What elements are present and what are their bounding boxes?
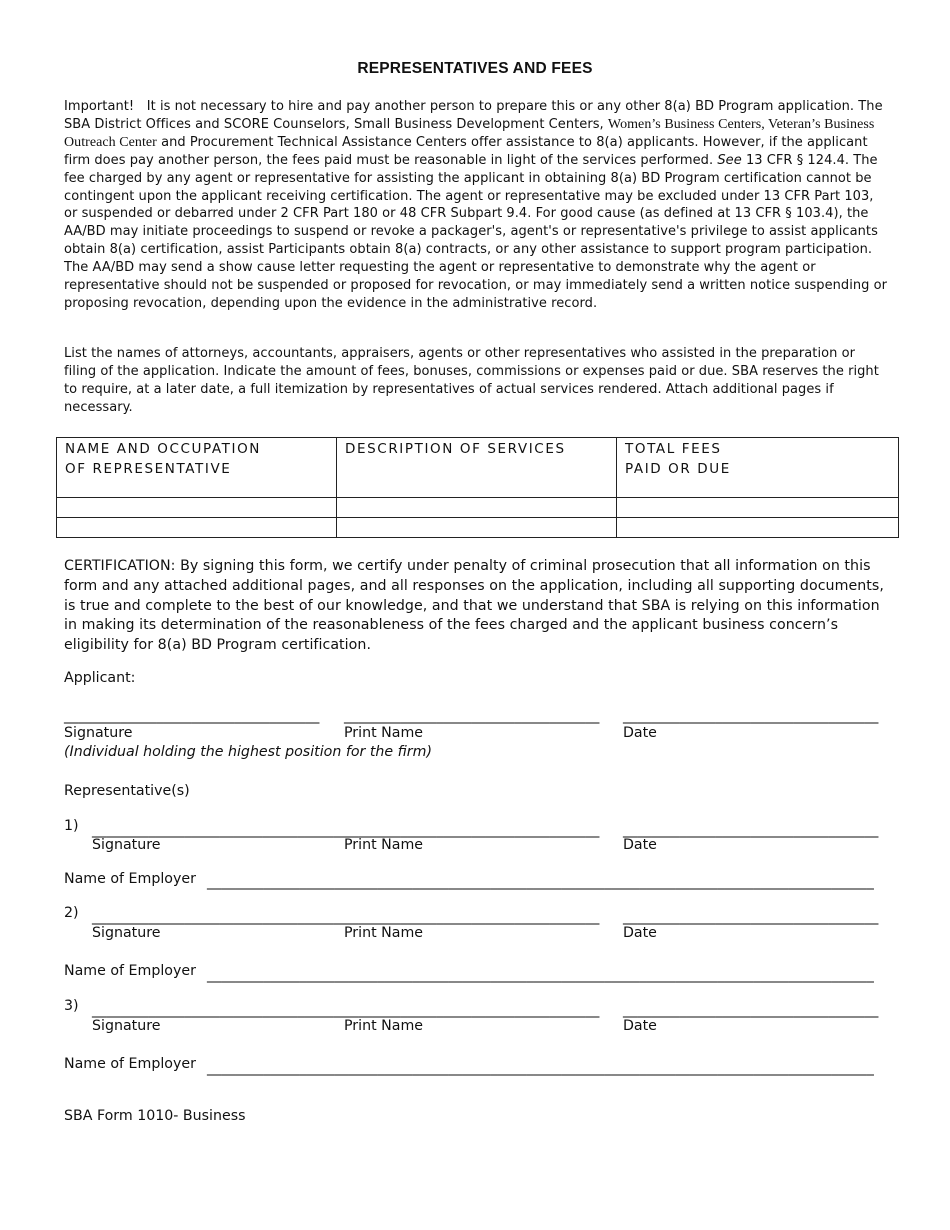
important-label: Important!: [64, 99, 135, 114]
rep-2-employer-line[interactable]: ______________________________________________________________________________________________: [207, 967, 874, 983]
applicant-date-line[interactable]: ____________________________________: [623, 708, 879, 724]
rep-1-date-label: Date: [623, 837, 657, 853]
rep-3-print-name-line[interactable]: ____________________________________: [344, 1002, 600, 1018]
applicant-signature-line[interactable]: ____________________________________: [64, 708, 320, 724]
table-row: [57, 518, 899, 538]
rep-1-signature-line[interactable]: ____________________________________: [92, 822, 348, 838]
applicant-note: (Individual holding the highest position for the firm): [64, 744, 432, 760]
rep-3-employer-label: Name of Employer: [64, 1056, 196, 1072]
fees-table-header: [57, 438, 899, 498]
col-header-fees: TOTAL FEES PAID OR DUE: [617, 438, 899, 498]
intro-text-b: and Procurement Technical Assistance Centers offer assistance to 8(a) applicants. However, if the applicant firm does pay another person, the fees paid must be reasonable in light of the services performed.: [64, 134, 868, 168]
rep-2-date-line[interactable]: ____________________________________: [623, 909, 879, 925]
fees-cell[interactable]: [617, 498, 899, 518]
description-cell[interactable]: [337, 518, 617, 538]
rep-2-signature-line[interactable]: ____________________________________: [92, 909, 348, 925]
rep-1-date-line[interactable]: ____________________________________: [623, 822, 879, 838]
rep-3-print-name-label: Print Name: [344, 1018, 424, 1034]
intro-text-serif: Women’s Business Centers, Veteran’s Business Outreach Center: [64, 116, 875, 150]
applicant-print-name-line[interactable]: ____________________________________: [344, 708, 600, 724]
rep-1-employer-label: Name of Employer: [64, 871, 196, 887]
applicant-label: Applicant:: [64, 670, 136, 686]
rep-2-number: 2): [64, 905, 79, 921]
rep-3-number: 3): [64, 998, 79, 1014]
rep-3-date-line[interactable]: ____________________________________: [623, 1002, 879, 1018]
rep-2-employer-label: Name of Employer: [64, 963, 196, 979]
name-cell[interactable]: [57, 518, 337, 538]
rep-3-signature-label: Signature: [92, 1018, 161, 1034]
form-identifier: SBA Form 1010- Business: [64, 1108, 246, 1124]
rep-1-number: 1): [64, 818, 79, 834]
intro-paragraph: [64, 98, 890, 313]
applicant-date-label: Date: [623, 725, 657, 741]
applicant-signature-label: Signature: [64, 725, 133, 741]
intro-text-a: It is not necessary to hire and pay another person to prepare this or any other 8(a) BD Program application. The SBA District Offices and SCORE Counselors, Small Business Development Centers,: [64, 99, 883, 132]
representatives-label: Representative(s): [64, 783, 190, 799]
fees-cell[interactable]: [617, 518, 899, 538]
rep-3-date-label: Date: [623, 1018, 657, 1034]
name-cell[interactable]: [57, 498, 337, 518]
rep-2-signature-label: Signature: [92, 925, 161, 941]
col-header-name: NAME AND OCCUPATION OF REPRESENTATIVE: [57, 438, 337, 498]
intro-see: See: [717, 152, 742, 168]
rep-2-print-name-line[interactable]: ____________________________________: [344, 909, 600, 925]
rep-1-employer-line[interactable]: ______________________________________________________________________________________________: [207, 874, 874, 890]
rep-3-employer-line[interactable]: ______________________________________________________________________________________________: [207, 1060, 874, 1076]
list-instructions: List the names of attorneys, accountants, appraisers, agents or other representatives who assisted in the preparation or filing of the application. Indicate the amount of fees, bonuses, commissions or expenses paid or due. SBA reserves the right to require, at a later date, a full itemization by representatives of actual services rendered. Attach additional pages if necessary.: [64, 346, 879, 415]
table-row: [57, 498, 899, 518]
rep-1-print-name-line[interactable]: ____________________________________: [344, 822, 600, 838]
applicant-print-name-label: Print Name: [344, 725, 424, 741]
fees-table: [56, 437, 899, 538]
intro-text-c: 13 CFR § 124.4. The fee charged by any agent or representative for assisting the applicant in obtaining 8(a) BD Program certification cannot be contingent upon the applicant receiving certification. The agent or representative may be excluded under 13 CFR Part 103, or suspended or debarred under 2 CFR Part 180 or 48 CFR Subpart 9.4. For good cause (as defined at 13 CFR § 103.4), the AA/BD may initiate proceedings to suspend or revoke a packager's, agent's or representative's privilege to assist applicants obtain 8(a) certification, assist Participants obtain 8(a) contracts, or any other assistance to support program participation. The AA/BD may send a show cause letter requesting the agent or representative to demonstrate why the agent or representative should not be suspended or proposed for revocation, or may immediately send a written notice suspending or proposing revocation, depending upon the evidence in the administrative record.: [64, 152, 888, 311]
certification-statement: CERTIFICATION: By signing this form, we certify under penalty of criminal prosecution that all information on this form and any attached additional pages, and all responses on the application, including all supporting documents, is true and complete to the best of our knowledge, and that we understand that SBA is relying on this information in making its determination of the reasonableness of the fees charged and the applicant business concern’s eligibility for 8(a) BD Program certification.: [64, 558, 884, 654]
description-cell[interactable]: [337, 498, 617, 518]
page-title: REPRESENTATIVES AND FEES: [357, 60, 593, 77]
rep-1-print-name-label: Print Name: [344, 837, 424, 853]
col-header-description: DESCRIPTION OF SERVICES: [337, 438, 617, 498]
rep-2-print-name-label: Print Name: [344, 925, 424, 941]
rep-2-date-label: Date: [623, 925, 657, 941]
rep-3-signature-line[interactable]: ____________________________________: [92, 1002, 348, 1018]
rep-1-signature-label: Signature: [92, 837, 161, 853]
